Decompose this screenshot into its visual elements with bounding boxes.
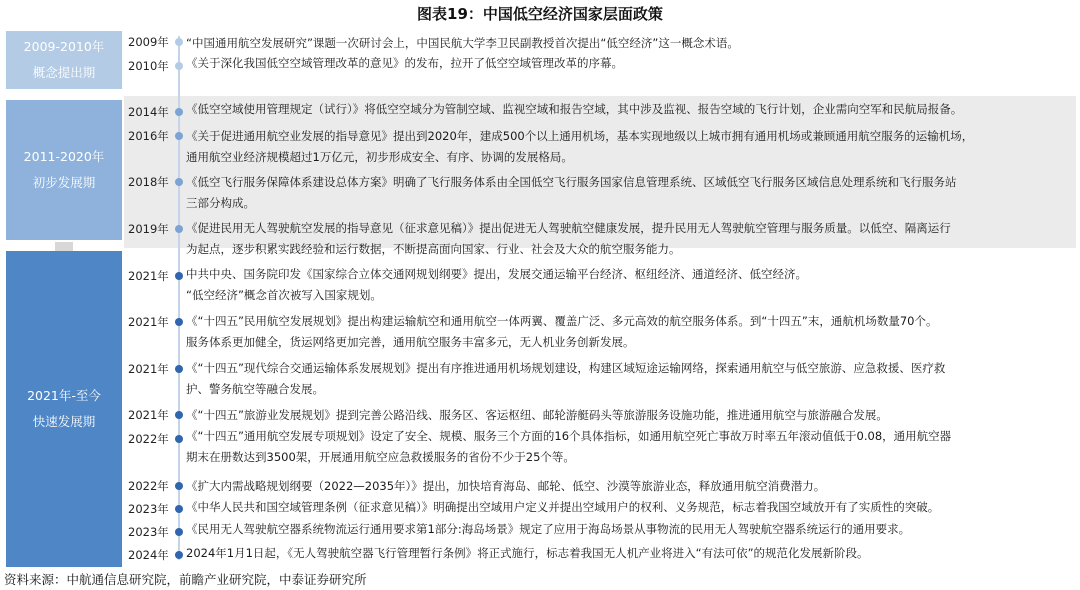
event-text-line: 《中华人民共和国空域管理条例（征求意见稿）》明确提出空域用户定义并提出空域用户的权利、义务规范，标志着我国空域放开有了实质性的突破。	[186, 500, 940, 514]
timeline-dot-icon	[175, 551, 183, 559]
event-text-line: 《关于深化我国低空空域管理改革的意见》的发布，拉开了低空空域管理改革的序幕。	[186, 56, 623, 70]
event-text-line: “中国通用航空发展研究”课题一次研讨会上，中国民航大学李卫民副教授首次提出“低空经济”这一概念术语。	[186, 36, 739, 50]
event-text-line: 2024年1月1日起，《无人驾驶航空器飞行管理暂行条例》将正式施行，标志着我国无人机产业将进入“有法可依”的规范化发展新阶段。	[186, 546, 869, 560]
timeline-dot-icon	[175, 528, 183, 536]
timeline-dot-icon	[175, 505, 183, 513]
event-year: 2024年	[128, 548, 169, 562]
period-range: 2011-2020年	[23, 149, 105, 164]
chart-title: 图表19：中国低空经济国家层面政策	[417, 5, 663, 23]
event-text-line: 《促进民用无人驾驶航空发展的指导意见（征求意见稿）》提出促进无人驾驶航空健康发展，提升民用无人驾驶航空管理与服务质量。以低空、隔离运行	[186, 221, 951, 235]
event-text-line: 《“十四五”旅游业发展规划》提到完善公路沿线、服务区、客运枢纽、邮轮游艇码头等旅游服务设施功能，推进通用航空与旅游融合发展。	[186, 408, 888, 422]
event-text-line: “低空经济”概念首次被写入国家规划。	[186, 288, 382, 302]
event-year: 2016年	[128, 129, 169, 143]
timeline-dot-icon	[175, 38, 183, 46]
event-text-line: 《关于促进通用航空业发展的指导意见》提出到2020年，建成500个以上通用机场，基本实现地级以上城市拥有通用机场或兼顾通用航空服务的运输机场，	[186, 129, 974, 143]
timeline-dot-icon	[175, 435, 183, 443]
event-text-line: 《低空空域使用管理规定（试行）》将低空空域分为管制空域、监视空域和报告空域，其中涉及监视、报告空域的飞行计划，企业需向空军和民航局报备。	[186, 102, 963, 116]
event-year: 2022年	[128, 479, 169, 493]
timeline-dot-icon	[175, 365, 183, 373]
event-year: 2022年	[128, 432, 169, 446]
event-year: 2023年	[128, 525, 169, 539]
event-text-line: 期末在册数达到3500架，开展通用航空应急救援服务的省份不少于25个等。	[186, 450, 575, 464]
event-year: 2021年	[128, 269, 169, 283]
period-label-concept	[6, 31, 122, 89]
period-name: 概念提出期	[32, 65, 96, 80]
timeline-dot-icon	[175, 225, 183, 233]
period-name: 快速发展期	[32, 414, 96, 429]
source-note: 资料来源：中航通信息研究院，前瞻产业研究院，中泰证券研究所	[4, 572, 367, 587]
timeline-dot-icon	[175, 318, 183, 326]
period-name: 初步发展期	[32, 175, 96, 190]
event-text-line: 护、警务航空等融合发展。	[186, 382, 324, 396]
event-year: 2019年	[128, 222, 169, 236]
event-year: 2014年	[128, 105, 169, 119]
event-text-line: 《扩大内需战略规划纲要（2022—2035年）》提出，加快培育海岛、邮轮、低空、沙漠等旅游业态，释放通用航空消费潜力。	[186, 479, 826, 493]
timeline-dot-icon	[175, 62, 183, 70]
timeline-dot-icon	[175, 272, 183, 280]
timeline-dot-icon	[175, 132, 183, 140]
timeline-dot-icon	[175, 178, 183, 186]
event-text-line: 《低空飞行服务保障体系建设总体方案》明确了飞行服务体系由全国低空飞行服务国家信息管理系统、区域低空飞行服务区域信息处理系统和飞行服务站	[186, 175, 957, 189]
timeline-dot-icon	[175, 411, 183, 419]
period-range: 2009-2010年	[23, 39, 105, 54]
event-text-line: 《“十四五”民用航空发展规划》提出构建运输航空和通用航空一体两翼、覆盖广泛、多元高效的航空服务体系。到“十四五”末，通航机场数量70个。	[186, 314, 938, 328]
event-year: 2021年	[128, 362, 169, 376]
event-text-line: 《民用无人驾驶航空器系统物流运行通用要求第1部分:海岛场景》规定了应用于海岛场景从事物流的民用无人驾驶航空器系统运行的通用要求。	[186, 522, 911, 536]
event-text-line: 《“十四五”通用航空发展专项规划》设定了安全、规模、服务三个方面的16个具体指标，如通用航空死亡事故万时率五年滚动值低于0.08，通用航空器	[186, 429, 952, 443]
timeline-dot-icon	[175, 482, 183, 490]
event-year: 2021年	[128, 408, 169, 422]
event-year: 2018年	[128, 175, 169, 189]
event-year: 2021年	[128, 315, 169, 329]
timeline-dot-icon	[175, 108, 183, 116]
event-year: 2009年	[128, 35, 169, 49]
event-year: 2010年	[128, 59, 169, 73]
event-text-line: 《“十四五”现代综合交通运输体系发展规划》提出有序推进通用机场规划建设，构建区域短途运输网络，探索通用航空与低空旅游、应急救援、医疗救	[186, 361, 946, 375]
event-text-line: 三部分构成。	[186, 196, 255, 210]
event-text-line: 中共中央、国务院印发《国家综合立体交通网规划纲要》提出，发展交通运输平台经济、枢纽经济、通道经济、低空经济。	[186, 267, 807, 281]
period-range: 2021年-至今	[27, 388, 101, 403]
event-text-line: 通用航空业经济规模超过1万亿元，初步形成安全、有序、协调的发展格局。	[186, 150, 573, 164]
event-year: 2023年	[128, 502, 169, 516]
event-text-line: 为起点，逐步积累实践经验和运行数据，不断提高面向国家、行业、社会及大众的航空服务能力。	[186, 242, 681, 256]
period-label-initial	[6, 100, 122, 240]
event-text-line: 服务体系更加健全，货运网络更加完善，通用航空服务丰富多元，无人机业务创新发展。	[186, 335, 635, 349]
period-label-rapid	[6, 251, 122, 567]
